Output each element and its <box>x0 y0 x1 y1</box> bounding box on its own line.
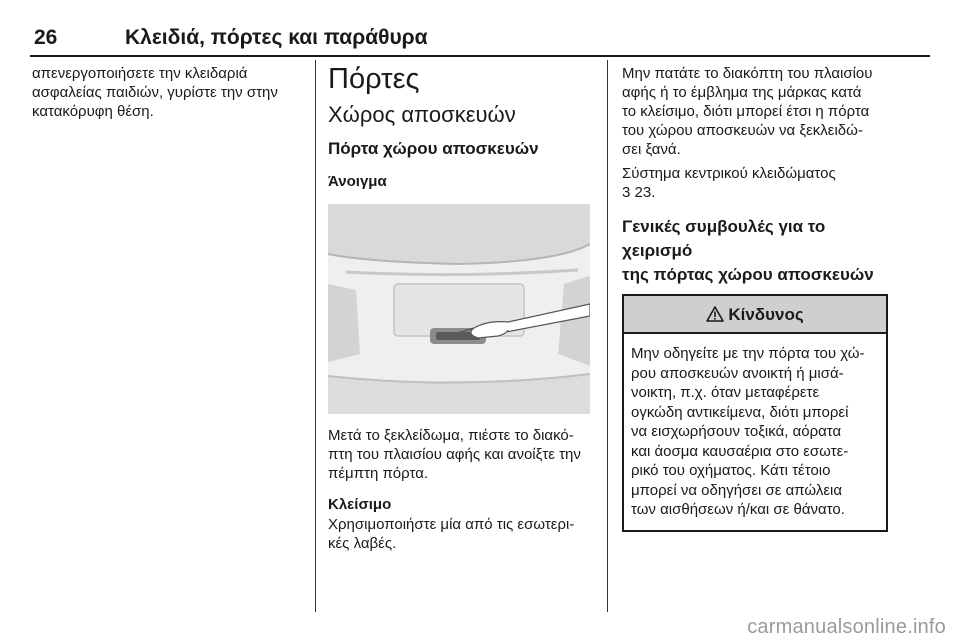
watermark: carmanualsonline.info <box>747 616 946 638</box>
heading-general-advice <box>622 215 890 287</box>
text-line: πέμπτη πόρτα. <box>328 465 429 482</box>
subsection-heading-luggage: Χώρος αποσκευών <box>328 102 516 127</box>
danger-box <box>622 294 888 532</box>
text-line: Γενικές συμβουλές για το χειρισμό <box>622 217 826 260</box>
text-line: ασφαλείας παιδιών, γυρίστε την στην <box>32 84 278 101</box>
text-line: και άοσμα καυσαέρια στο εσωτε- <box>631 442 849 460</box>
paragraph-warning-note <box>622 64 890 159</box>
danger-header <box>624 296 886 334</box>
text-line: Μετά το ξεκλείδωμα, πιέστε το διακό- <box>328 427 574 444</box>
page-header <box>30 22 930 52</box>
text-line: ρικό του οχήματος. Κάτι τέτοιο <box>631 462 831 479</box>
text-line: κές λαβές. <box>328 535 397 552</box>
column-middle <box>328 64 596 553</box>
page-number: 26 <box>34 26 58 49</box>
text-line: Σύστημα κεντρικού κλειδώματος <box>622 165 836 182</box>
text-line: το κλείσιμο, διότι μπορεί έτσι η πόρτα <box>622 103 870 120</box>
text-line: απενεργοποιήσετε την κλειδαριά <box>32 65 248 82</box>
text-line: σει ξανά. <box>622 141 681 158</box>
text-line: Χρησιμοποιήστε μία από τις εσωτερι- <box>328 516 575 533</box>
paragraph-closing <box>328 515 596 553</box>
danger-body <box>624 334 886 530</box>
column-right <box>622 64 890 532</box>
page-title: Κλειδιά, πόρτες και παράθυρα <box>125 26 428 49</box>
text-line: μπορεί να οδηγήσει σε απώλεια <box>631 481 843 499</box>
danger-title: Κίνδυνος <box>728 304 804 324</box>
heading-tailgate: Πόρτα χώρου αποσκευών <box>328 139 539 158</box>
text-line: πτη του πλαισίου αφής και ανοίξτε την <box>328 446 581 463</box>
page-reference-link[interactable]: 3 23. <box>622 184 656 201</box>
text-line: νοικτη, π.χ. όταν μεταφέρετε <box>631 384 820 401</box>
column-divider <box>607 60 608 612</box>
text-line: κατακόρυφη θέση. <box>32 103 154 120</box>
text-line: των αισθήσεων ή/και σε θάνατο. <box>631 501 845 518</box>
text-line: αφής ή το έμβλημα της μάρκας κατά <box>622 84 862 101</box>
column-divider <box>315 60 316 612</box>
text-line: να εισχωρήσουν τοξικά, αόρατα <box>631 423 842 440</box>
heading-closing: Κλείσιμο <box>328 496 392 513</box>
header-rule <box>30 55 930 57</box>
text-line: Μην οδηγείτε με την πόρτα του χώ- <box>631 345 865 362</box>
text-line: Μην πατάτε το διακόπτη του πλαισίου <box>622 65 873 82</box>
paragraph-opening <box>328 426 596 483</box>
text-line: της πόρτας χώρου αποσκευών <box>622 265 874 284</box>
text-line: του χώρου αποσκευών να ξεκλειδώ- <box>622 122 863 139</box>
paragraph-central-locking-ref <box>622 164 890 202</box>
text-line: ογκώδη αντικείμενα, διότι μπορεί <box>631 403 849 421</box>
heading-opening: Άνοιγμα <box>328 173 387 190</box>
text-line: ρου αποσκευών ανοικτή ή μισά- <box>631 364 844 382</box>
tailgate-illustration <box>328 204 590 414</box>
section-heading-doors: Πόρτες <box>328 63 420 95</box>
warning-triangle-icon <box>706 306 724 322</box>
column-left <box>32 64 307 121</box>
